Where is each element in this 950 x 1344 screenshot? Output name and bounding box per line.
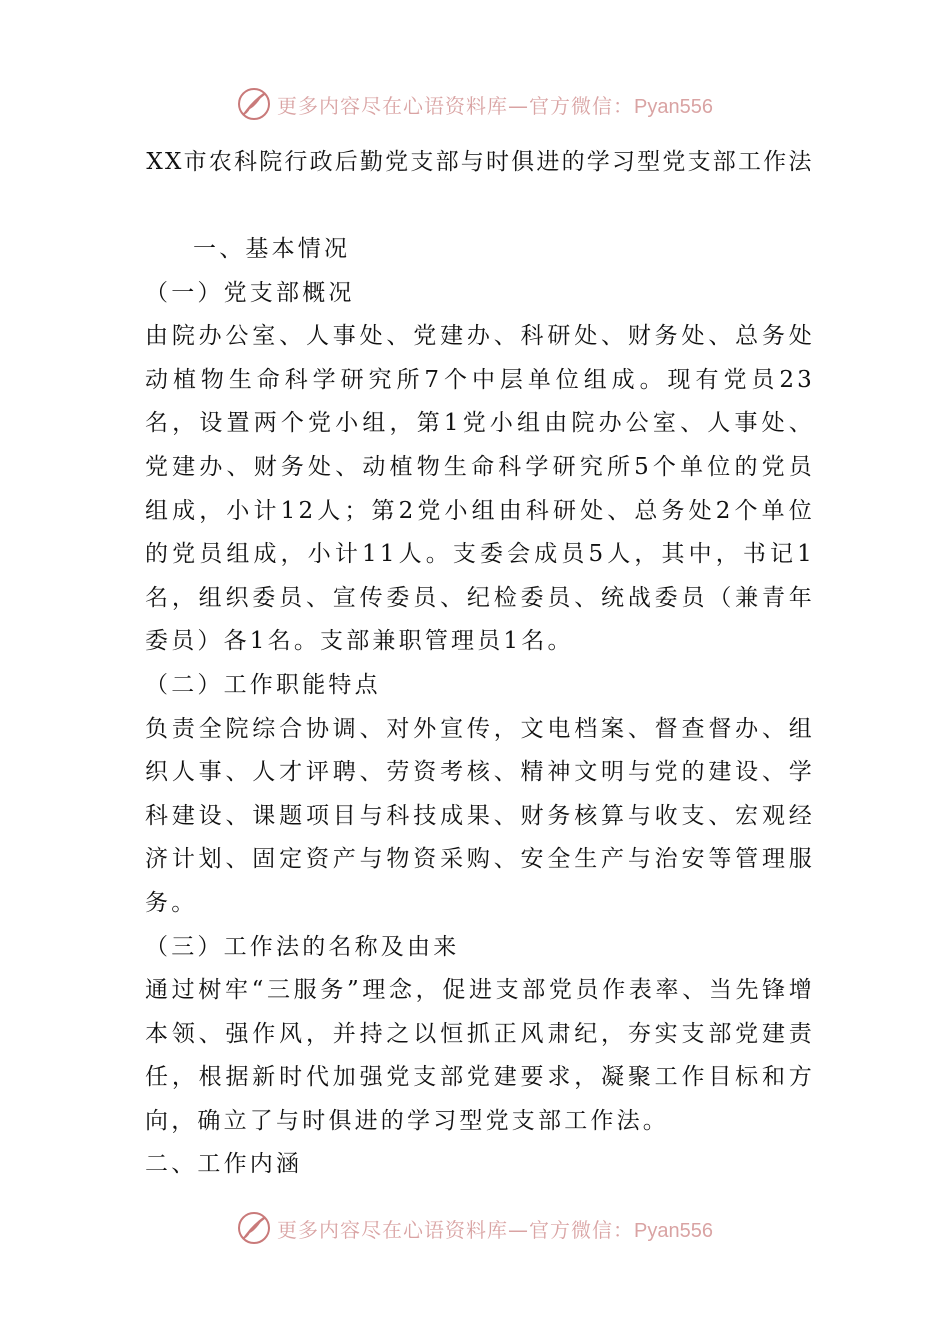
quill-logo-icon — [237, 1211, 271, 1245]
wechat-id: Pyan556 — [634, 1219, 713, 1242]
paragraph-work-functions: 负责全院综合协调、对外宣传，文电档案、督查督办、组织人事、人才评聘、劳资考核、精神文明与党的建设、学科建设、课题项目与科技成果、财务核算与收支、宏观经济计划、固定资产与物资采购、安全生产与治安等管理服务。 — [145, 715, 815, 916]
subsection-heading-method-origin: （三）工作法的名称及由来 — [145, 933, 460, 960]
subsection-heading-branch-overview: （一）党支部概况 — [145, 279, 355, 306]
watermark-header — [0, 84, 950, 124]
document-body — [145, 140, 815, 1187]
watermark-text: 更多内容尽在心语资料库—官方微信：Pyan556 — [277, 1217, 713, 1242]
paragraph-branch-overview: 由院办公室、人事处、党建办、科研处、财务处、总务处动植物生命科学研究所7个中层单位组成。现有党员23名，设置两个党小组，第1党小组由院办公室、人事处、党建办、财务处、动植物生命科学研究所5个单位的党员组成，小计12人；第2党小组由科研处、总务处2个单位的党员组成，小计11人。支委会成员5人，其中，书记1名，组织委员、宣传委员、纪检委员、统战委员（兼青年委员）各1名。支部兼职管理员1名。 — [145, 323, 815, 655]
subsection-heading-work-functions: （二）工作职能特点 — [145, 671, 381, 698]
paragraph-method-origin: 通过树牢“三服务”理念，促进支部党员作表率、当先锋增本领、强作风，并持之以恒抓正风肃纪，夯实支部党建责任，根据新时代加强党支部党建要求，凝聚工作目标和方向，确立了与时俱进的学习型党支部工作法。 — [145, 977, 815, 1134]
quill-logo-icon — [237, 87, 271, 121]
watermark-text: 更多内容尽在心语资料库—官方微信：Pyan556 — [277, 93, 713, 118]
wechat-id: Pyan556 — [634, 95, 713, 118]
watermark-footer — [0, 1208, 950, 1248]
section-heading-work-connotation: 二、工作内涵 — [145, 1151, 303, 1178]
document-title: XX市农科院行政后勤党支部与时俱进的学习型党支部工作法 — [146, 149, 814, 175]
section-heading-basic-info: 一、基本情况 — [193, 236, 351, 262]
